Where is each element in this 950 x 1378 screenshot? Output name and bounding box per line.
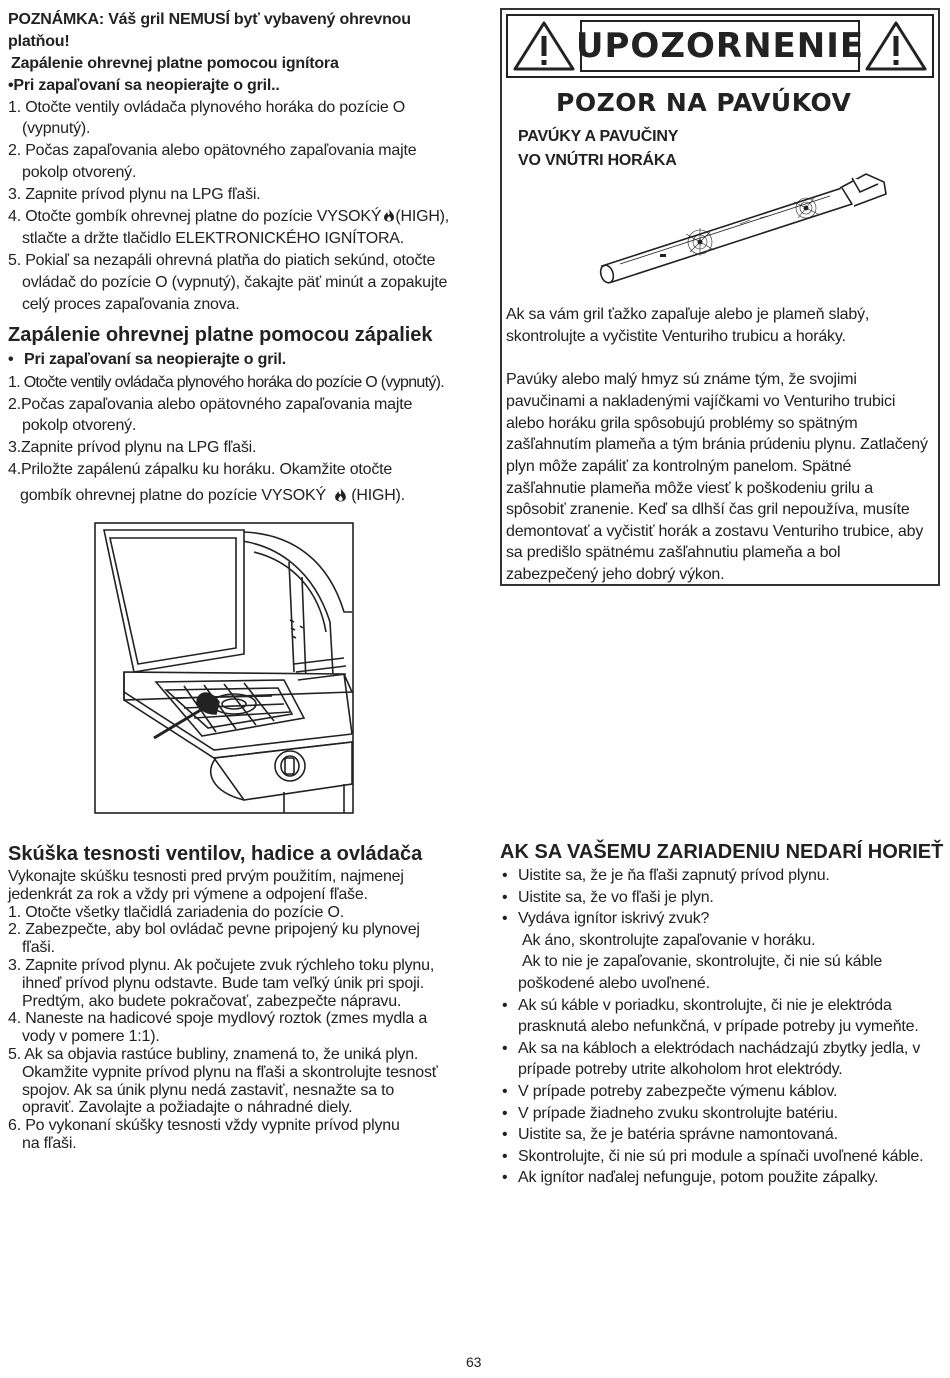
flame-icon	[383, 208, 395, 222]
ignitor-step-5-cont2: celý proces zapaľovania znova.	[22, 296, 240, 313]
leak-line: Predtým, ako budete pokračovať, zabezpečte nápravu.	[22, 992, 402, 1010]
spider-para2-line-9: sa predišlo spätnému zašľahnutiu plameňa a bol	[506, 544, 841, 561]
warning-triangle-icon	[512, 20, 576, 72]
warning-header	[506, 14, 934, 78]
troubleshoot-item: • Uistite sa, že vo fľaši je plyn.	[500, 887, 923, 909]
troubleshoot-item-cont: prasknutá alebo nefunkčná, v prípade potreby ju vymeňte.	[518, 1018, 919, 1036]
spider-para2-line-5: plyn môže zapáliť za kontrolným panelom. Spätné	[506, 458, 852, 475]
ignitor-step-2-cont: pokolp otvorený.	[22, 164, 137, 181]
page-number: 63	[466, 1354, 482, 1370]
matches-step-4: 4.Priložte zapálenú zápalku ku horáku. Okamžite otočte	[8, 461, 393, 478]
leak-test-heading: Skúška tesnosti ventilov, hadice a ovládača	[8, 843, 423, 865]
spider-para1-line-2: skontrolujte a vyčistite Venturiho trubicu a horáky.	[506, 328, 846, 345]
spider-para2-line-2: pavučinami a nakladenými vajíčkami vo Venturiho trubici	[506, 393, 896, 410]
spider-para2-line-6: zašľahnutie plameňa môže viesť k poškodeniu grilu a	[506, 480, 873, 497]
venturi-tube-illustration	[590, 166, 890, 286]
ignitor-step-5-cont: ovládač do pozície O (vypnutý), čakajte päť minút a zopakujte	[22, 274, 448, 291]
ignitor-step-5: 5. Pokiaľ sa nezapáli ohrevná platňa do piatich sekúnd, otočte	[8, 252, 436, 269]
troubleshoot-item: • Ak ignítor naďalej nefunguje, potom použite zápalky.	[500, 1167, 923, 1189]
ignitor-step-1: 1. Otočte ventily ovládača plynového horáka do pozície O	[8, 99, 406, 116]
leak-line: 6. Po vykonaní skúšky tesnosti vždy vypnite prívod plynu	[8, 1117, 400, 1135]
troubleshoot-item-cont: Ak áno, skontrolujte zapaľovanie v horáku.	[522, 931, 816, 949]
flame-icon	[334, 487, 347, 502]
troubleshoot-item-cont: poškodené alebo uvoľnené.	[518, 974, 710, 992]
matches-warning: • Pri zapaľovaní sa neopierajte o gril.	[8, 351, 286, 368]
matches-step-3: 3.Zapnite prívod plynu na LPG fľaši.	[8, 439, 257, 456]
spider-label-line-1: PAVÚKY A PAVUČINY	[518, 128, 679, 145]
leak-line: jedenkrát za rok a vždy pri výmene a odpojení fľaše.	[8, 885, 368, 903]
ignitor-step-3: 3. Zapnite prívod plynu na LPG fľaši.	[8, 186, 261, 203]
leak-line: 2. Zabezpečte, aby bol ovládač pevne pripojený ku plynovej	[8, 921, 420, 939]
matches-step-4-cont	[20, 485, 405, 507]
leak-line: Okamžite vypnite prívod plynu na fľaši a skontrolujte tesnosť	[22, 1063, 438, 1081]
spider-para1-line-1: Ak sa vám gril ťažko zapaľuje alebo je plameň slabý,	[506, 306, 870, 323]
troubleshoot-item: • Ak sú káble v poriadku, skontrolujte, či nie je elektróda	[500, 995, 923, 1017]
troubleshoot-item: • Ak sa na kábloch a elektródach nachádzajú zbytky jedla, v	[500, 1038, 923, 1060]
leak-line: spojov. Ak sa únik plynu nedá zastaviť, nesnažte sa to	[22, 1081, 395, 1099]
spider-para2-line-4: zašľahnutím plameňa a tým bránia prúdeniu plynu. Zatlačený	[506, 436, 928, 453]
troubleshoot-body	[500, 865, 923, 1189]
troubleshoot-item: • Uistite sa, že je ňa fľaši zapnutý prívod plynu.	[500, 865, 923, 887]
spider-para2-line-1: Pavúky alebo malý hmyz sú známe tým, že svojimi	[506, 371, 857, 388]
troubleshoot-item: • V prípade žiadneho zvuku skontrolujte batériu.	[500, 1103, 923, 1125]
troubleshoot-item: • Vydáva ignítor iskrivý zvuk?	[500, 908, 923, 930]
leak-line: 3. Zapnite prívod plynu. Ak počujete zvuk rýchleho toku plynu,	[8, 956, 435, 974]
spider-para2-line-10: zabezpečený jeho dobrý výkon.	[506, 566, 725, 583]
ignitor-heading: Zapálenie ohrevnej platne pomocou ignítora	[11, 55, 339, 72]
ignitor-step-4-high: (HIGH),	[395, 208, 450, 225]
warning-triangle-icon	[864, 20, 928, 72]
leak-line: vody v pomere 1:1).	[22, 1028, 160, 1046]
spider-para2-line-7: spôsobiť zranenie. Keď sa dlhší čas gril nepoužíva, musíte	[506, 501, 910, 518]
spider-label-line-2: VO VNÚTRI HORÁKA	[518, 152, 677, 169]
leak-test-body	[8, 868, 438, 1153]
leak-line: 4. Naneste na hadicové spoje mydlový roztok (zmes mydla a	[8, 1010, 428, 1028]
leak-line: fľaši.	[22, 939, 55, 957]
ignitor-step-1-cont: (vypnutý).	[22, 120, 91, 137]
warning-title: UPOZORNENIE	[580, 20, 860, 72]
matches-heading: Zapálenie ohrevnej platne pomocou zápaliek	[8, 324, 433, 346]
troubleshoot-item: • Skontrolujte, či nie sú pri module a spínači uvoľnené káble.	[500, 1146, 923, 1168]
ignitor-step-4-cont: stlačte a držte tlačidlo ELEKTRONICKÉHO IGNÍTORA.	[22, 230, 405, 247]
note-line-1: POZNÁMKA: Váš gril NEMUSÍ byť vybavený ohrevnou	[8, 11, 411, 28]
leak-line: opraviť. Zavolajte a požiadajte o náhradné diely.	[22, 1099, 353, 1117]
matches-warning-text: Pri zapaľovaní sa neopierajte o gril.	[24, 351, 286, 368]
matches-step-4-high: (HIGH).	[351, 487, 405, 504]
matches-step-2-cont: pokolp otvorený.	[22, 417, 137, 434]
leak-line: ihneď prívod plynu odstavte. Bude tam veľký únik pri spoji.	[22, 974, 425, 992]
leak-line: Vykonajte skúšku tesnosti pred prvým použitím, najmenej	[8, 868, 404, 885]
troubleshoot-item-cont: Ak to nie je zapaľovanie, skontrolujte, či nie sú káble	[522, 953, 883, 971]
troubleshoot-item: • V prípade potreby zabezpečte výmenu káblov.	[500, 1081, 923, 1103]
matches-step-4-text: gombík ohrevnej platne do pozície VYSOKÝ	[20, 487, 326, 504]
leak-line: na fľaši.	[22, 1134, 77, 1152]
ignitor-step-4	[8, 206, 449, 228]
troubleshoot-heading: AK SA VAŠEMU ZARIADENIU NEDARÍ HORIEŤ	[500, 841, 944, 863]
troubleshoot-item-cont: prípade potreby utrite alkoholom hrot elektródy.	[518, 1061, 843, 1079]
spider-para2-line-8: demontovať a vyčistiť horák a zostavu Venturiho trubice, aby	[506, 523, 924, 540]
leak-line: 1. Otočte všetky tlačidlá zariadenia do pozície O.	[8, 903, 344, 921]
ignitor-warning: •Pri zapaľovaní sa neopierajte o gril..	[8, 77, 280, 94]
ignitor-step-4-text: 4. Otočte gombík ohrevnej platne do pozície VYSOKÝ	[8, 208, 382, 225]
ignitor-step-2: 2. Počas zapaľovania alebo opätovného zapaľovania majte	[8, 142, 417, 159]
matches-step-2: 2.Počas zapaľovania alebo opätovného zapaľovania majte	[8, 396, 413, 413]
troubleshoot-item: • Uistite sa, že je batéria správne namontovaná.	[500, 1124, 923, 1146]
grill-side-burner-illustration	[94, 522, 354, 814]
spider-para2-line-3: alebo horáku grila spôsobujú problémy so spätným	[506, 415, 858, 432]
spider-warning-title: POZOR NA PAVÚKOV	[556, 88, 852, 117]
matches-step-1: 1. Otočte ventily ovládača plynového horáka do pozície O (vypnutý).	[8, 374, 445, 391]
leak-line: 5. Ak sa objavia rastúce bubliny, znamená to, že uniká plyn.	[8, 1045, 419, 1063]
note-line-2: platňou!	[8, 33, 70, 50]
